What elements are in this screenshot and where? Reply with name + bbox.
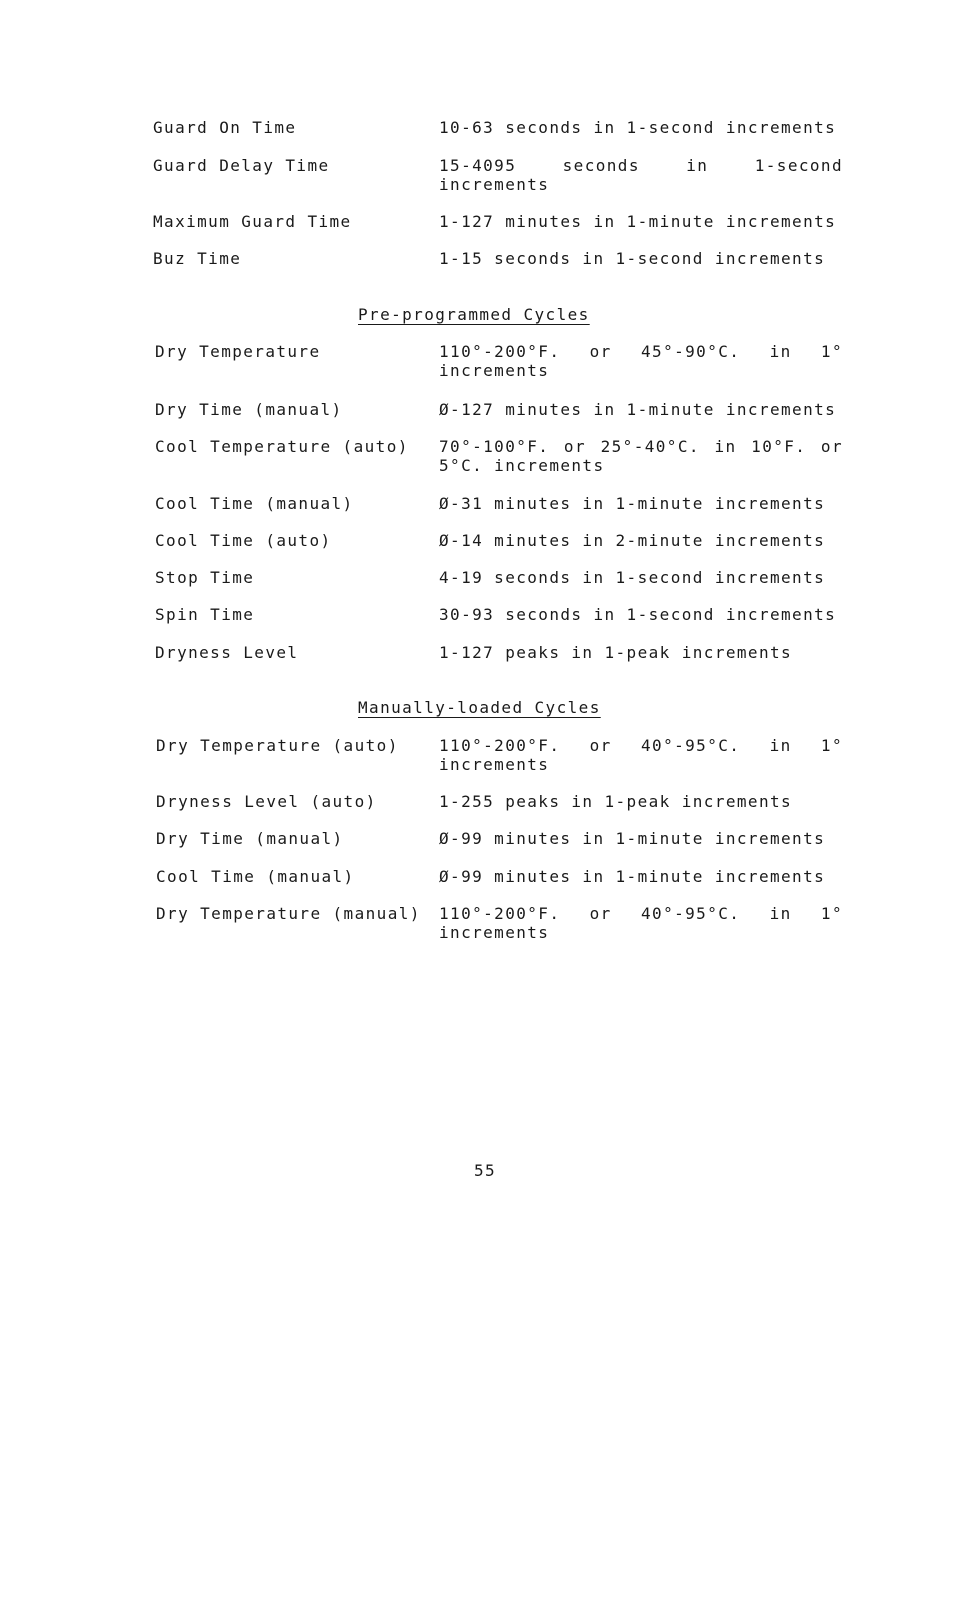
- spec-value: Ø-127 minutes in 1-minute increments: [439, 400, 837, 419]
- spec-label: Cool Temperature (auto): [155, 437, 409, 456]
- spec-value: 70°-100°F. or 25°-40°C. in 10°F. or 5°C. increments: [439, 437, 843, 475]
- spec-label: Cool Time (manual): [156, 867, 355, 886]
- spec-value: 15-4095 seconds in 1-second increments: [439, 156, 843, 194]
- spec-label: Guard On Time: [153, 118, 297, 137]
- spec-value: 10-63 seconds in 1-second increments: [439, 118, 837, 137]
- spec-label: Dry Time (manual): [156, 829, 344, 848]
- spec-value: 1-15 seconds in 1-second increments: [439, 249, 826, 268]
- spec-label: Dry Temperature (auto): [156, 736, 399, 755]
- spec-label: Spin Time: [155, 605, 255, 624]
- spec-label: Dry Temperature (manual): [156, 904, 421, 923]
- spec-label: Dryness Level (auto): [156, 792, 377, 811]
- spec-label: Cool Time (auto): [155, 531, 332, 550]
- spec-label: Buz Time: [153, 249, 242, 268]
- section-heading: Manually-loaded Cycles: [358, 698, 601, 717]
- spec-value: 110°-200°F. or 40°-95°C. in 1° increments: [439, 904, 843, 942]
- spec-label: Dryness Level: [155, 643, 299, 662]
- spec-value: 1-255 peaks in 1-peak increments: [439, 792, 793, 811]
- spec-label: Guard Delay Time: [153, 156, 330, 175]
- spec-label: Dry Temperature: [155, 342, 321, 361]
- spec-value: Ø-99 minutes in 1-minute increments: [439, 829, 826, 848]
- spec-label: Stop Time: [155, 568, 255, 587]
- spec-value: 1-127 peaks in 1-peak increments: [439, 643, 793, 662]
- spec-value: 1-127 minutes in 1-minute increments: [439, 212, 837, 231]
- spec-value: Ø-99 minutes in 1-minute increments: [439, 867, 826, 886]
- spec-value: 4-19 seconds in 1-second increments: [439, 568, 826, 587]
- spec-value: Ø-31 minutes in 1-minute increments: [439, 494, 826, 513]
- spec-label: Cool Time (manual): [155, 494, 354, 513]
- page-number: 55: [474, 1161, 497, 1180]
- spec-label: Dry Time (manual): [155, 400, 343, 419]
- spec-value: 110°-200°F. or 45°-90°C. in 1° increments: [439, 342, 843, 380]
- spec-value: 30-93 seconds in 1-second increments: [439, 605, 837, 624]
- spec-value: Ø-14 minutes in 2-minute increments: [439, 531, 826, 550]
- spec-label: Maximum Guard Time: [153, 212, 352, 231]
- section-heading: Pre-programmed Cycles: [358, 305, 590, 324]
- spec-value: 110°-200°F. or 40°-95°C. in 1° increments: [439, 736, 843, 774]
